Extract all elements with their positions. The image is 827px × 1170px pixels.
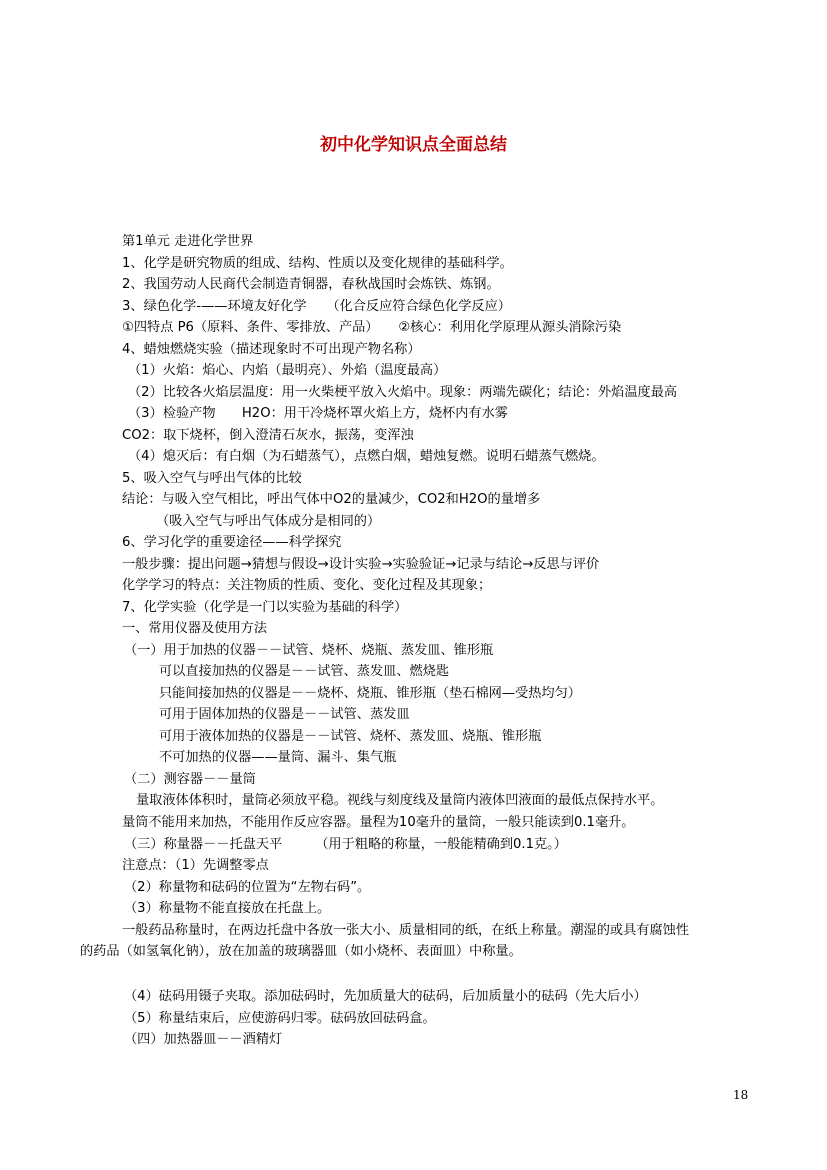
text-line: （4）砝码用镊子夹取。添加砝码时，先加质量大的砝码，后加质量小的砝码（先大后小）: [124, 989, 647, 1004]
page-number: 18: [733, 1088, 749, 1102]
text-line: 一、常用仪器及使用方法: [122, 621, 268, 636]
text-line: 4、蜡烛燃烧实验（描述现象时不可出现产物名称）: [122, 342, 421, 357]
text-line: CO2：取下烧杯，倒入澄清石灰水，振荡，变浑浊: [122, 428, 414, 443]
text-line: （二）测容器－－量筒: [124, 772, 256, 787]
text-line: 量取液体体积时，量筒必须放平稳。视线与刻度线及量筒内液体凹液面的最低点保持水平。: [136, 793, 664, 808]
text-line: （3）检验产物 H2O：用干冷烧杯罩火焰上方，烧杯内有水雾: [128, 406, 508, 421]
text-line: （2）称量物和砝码的位置为“左物右码”。: [124, 880, 371, 895]
text-line: （3）称量物不能直接放在托盘上。: [124, 901, 331, 916]
text-line: （4）熄灭后：有白烟（为石蜡蒸气），点燃白烟，蜡烛复燃。说明石蜡蒸气燃烧。: [128, 449, 605, 464]
text-line: 可用于液体加热的仪器是－－试管、烧杯、蒸发皿、烧瓶、锥形瓶: [159, 729, 542, 744]
text-line: （1）火焰：焰心、内焰（最明亮）、外焰（温度最高）: [128, 363, 447, 378]
text-line: 1、化学是研究物质的组成、结构、性质以及变化规律的基础科学。: [122, 256, 513, 271]
text-line: 7、化学实验（化学是一门以实验为基础的科学）: [122, 600, 408, 615]
text-line: 只能间接加热的仪器是－－烧杯、烧瓶、锥形瓶（垫石棉网—受热均匀）: [159, 686, 581, 701]
text-line: 结论：与吸入空气相比，呼出气体中O2的量减少，CO2和H2O的量增多: [122, 492, 541, 507]
text-line: （2）比较各火焰层温度：用一火柴梗平放入火焰中。现象：两端先碳化；结论：外焰温度最高: [128, 385, 678, 400]
text-line: 量筒不能用来加热，不能用作反应容器。量程为10毫升的量筒，一般只能读到0.1毫升。: [122, 815, 635, 830]
text-line: （5）称量结束后，应使游码归零。砝码放回砝码盒。: [124, 1011, 436, 1026]
text-line: 注意点：（1）先调整零点: [122, 858, 269, 873]
document-title: 初中化学知识点全面总结: [320, 135, 507, 155]
text-line: （四）加热器皿－－酒精灯: [124, 1032, 283, 1047]
text-line: 不可加热的仪器——量筒、漏斗、集气瓶: [159, 750, 397, 765]
text-line: 一般步骤：提出问题→猜想与假设→设计实验→实验验证→记录与结论→反思与评价: [122, 557, 600, 572]
text-line: 可用于固体加热的仪器是－－试管、蒸发皿: [159, 707, 410, 722]
text-line: 5、吸入空气与呼出气体的比较: [122, 471, 302, 486]
text-line: 一般药品称量时，在两边托盘中各放一张大小、质量相同的纸，在纸上称量。潮湿的或具有腐蚀性: [122, 923, 690, 938]
text-line: 化学学习的特点：关注物质的性质、变化、变化过程及其现象；: [122, 578, 492, 593]
unit-heading: 第1单元 走进化学世界: [122, 234, 254, 249]
text-line: （吸入空气与呼出气体成分是相同的）: [156, 514, 381, 529]
text-line: （一）用于加热的仪器－－试管、烧杯、烧瓶、蒸发皿、锥形瓶: [124, 643, 494, 658]
text-line: 可以直接加热的仪器是－－试管、蒸发皿、燃烧匙: [159, 664, 450, 679]
text-line: 的药品（如氢氧化钠），放在加盖的玻璃器皿（如小烧杯、表面皿）中称量。: [80, 944, 522, 959]
text-line: 6、学习化学的重要途径——科学探究: [122, 535, 342, 550]
text-line: ①四特点 P6（原料、条件、零排放、产品） ②核心：利用化学原理从源头消除污染: [122, 320, 622, 335]
text-line: 3、绿色化学-——环境友好化学 （化合反应符合绿色化学反应）: [122, 299, 511, 314]
text-line: （三）称量器－－托盘天平 （用于粗略的称量，一般能精确到0.1克。）: [124, 837, 567, 852]
text-line: 2、我国劳动人民商代会制造青铜器，春秋战国时会炼铁、炼钢。: [122, 277, 500, 292]
